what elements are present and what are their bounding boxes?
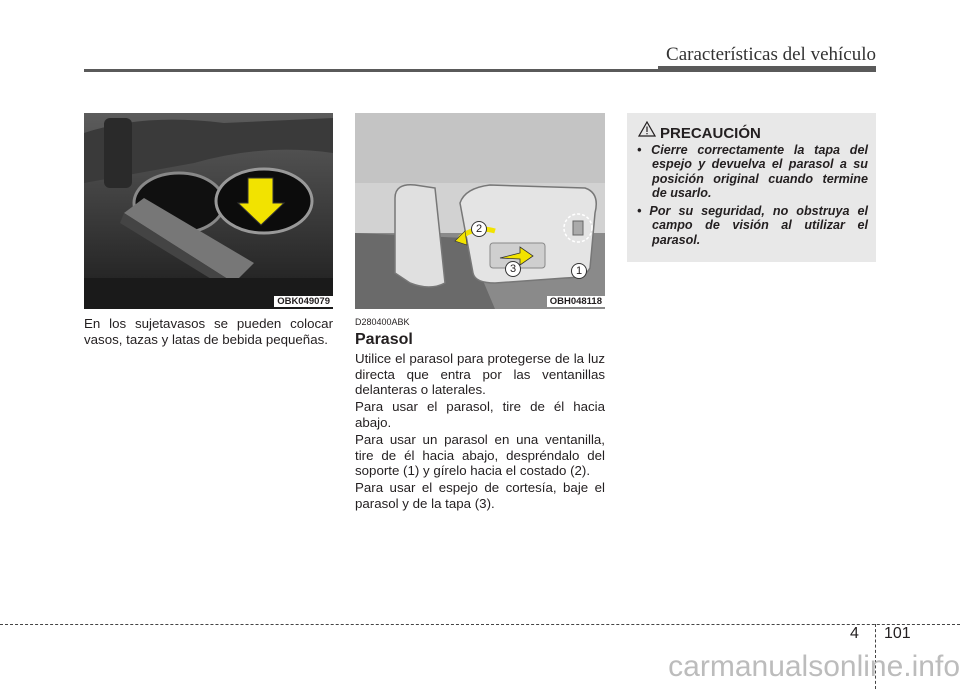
watermark: carmanualsonline.info <box>668 650 960 683</box>
page-number: 101 <box>884 625 911 642</box>
callout-1: 1 <box>571 263 587 279</box>
header-rule-accent <box>658 66 876 72</box>
warning-icon <box>638 121 656 137</box>
cupholder-text: En los sujetavasos se pueden colocar vasos, tazas y latas de bebida pequeñas. <box>84 316 333 347</box>
caution-item: • Por su seguridad, no obstruya el campo de visión al utilizar el parasol. <box>637 204 868 247</box>
callout-2: 2 <box>471 221 487 237</box>
paragraph-1: Utilice el parasol para protegerse de la luz directa que entra por las ventanillas delanteras o laterales. <box>355 351 605 398</box>
header-title: Características del vehículo <box>666 44 876 65</box>
photo-code-label: OBH048118 <box>547 296 605 307</box>
callout-3: 3 <box>505 261 521 277</box>
paragraph-3: Para usar un parasol en una ventanilla, tire de él hacia abajo, despréndalo del soporte (1) y gírelo hacia el costado (2). <box>355 432 605 479</box>
footer-rule <box>0 624 960 625</box>
photo-code-label: OBK049079 <box>274 296 333 307</box>
chapter-number: 4 <box>850 625 859 642</box>
paragraph-4: Para usar el espejo de cortesía, baje el parasol y de la tapa (3). <box>355 480 605 511</box>
caution-list <box>627 143 876 251</box>
section-code: D280400ABK <box>355 317 410 327</box>
sunvisor-photo <box>355 113 605 309</box>
section-title: Parasol <box>355 331 413 348</box>
caution-item: • Cierre correctamente la tapa del espejo y devuelva el parasol a su posición original cuando termine de usarlo. <box>637 143 868 200</box>
caution-box <box>627 113 876 262</box>
caution-title: PRECAUCIÓN <box>660 125 761 142</box>
cupholder-photo <box>84 113 333 309</box>
paragraph-2: Para usar el parasol, tire de él hacia abajo. <box>355 399 605 430</box>
